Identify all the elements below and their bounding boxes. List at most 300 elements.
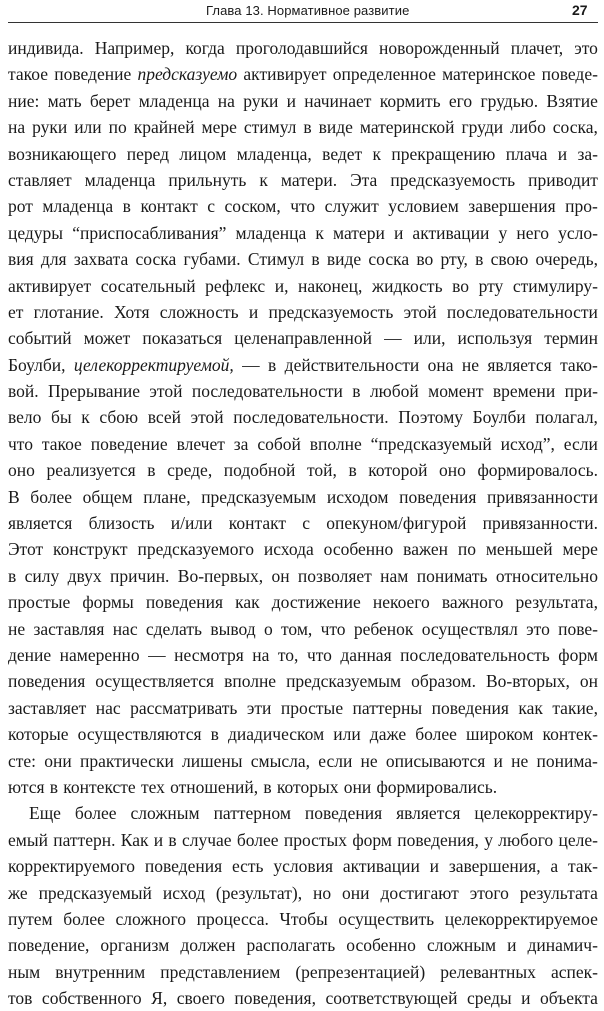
word: при- bbox=[564, 381, 598, 402]
word: внутренним bbox=[55, 961, 146, 982]
word: возникающего bbox=[8, 143, 117, 164]
word: активирует bbox=[8, 275, 92, 296]
word: — bbox=[242, 354, 260, 375]
word: поведе- bbox=[541, 64, 598, 85]
word: более bbox=[236, 829, 279, 850]
word: ребенок bbox=[353, 618, 414, 639]
word: предсказуемо bbox=[137, 64, 238, 85]
word: релевантных bbox=[440, 961, 536, 982]
word: предсказуемым bbox=[286, 671, 402, 692]
header-rule bbox=[8, 22, 598, 23]
word: поведения bbox=[431, 697, 509, 718]
word: даже bbox=[369, 724, 407, 745]
word: Чтобы bbox=[279, 908, 328, 929]
word: отношений, bbox=[170, 776, 259, 797]
word: конструкт bbox=[53, 539, 128, 560]
word: контакт bbox=[228, 513, 287, 534]
word: практически bbox=[80, 750, 174, 771]
word: исход bbox=[162, 882, 205, 903]
word: в bbox=[168, 829, 177, 850]
word: объекта bbox=[540, 988, 598, 1009]
word: если bbox=[563, 433, 598, 454]
word: корректируемого bbox=[8, 856, 136, 877]
word: широком bbox=[465, 724, 534, 745]
word: является bbox=[396, 803, 461, 824]
word: и bbox=[248, 301, 259, 322]
word: условия bbox=[273, 856, 334, 877]
chapter-title: Глава 13. Нормативное развитие bbox=[206, 3, 410, 18]
word: исходом bbox=[326, 486, 389, 507]
word: паттерном bbox=[213, 803, 291, 824]
word: прильнуть bbox=[168, 169, 247, 190]
word: то, bbox=[277, 644, 299, 665]
word: среды bbox=[466, 988, 512, 1009]
word: Во-первых, bbox=[177, 565, 264, 586]
word: целенаправленной bbox=[234, 328, 373, 349]
word: и bbox=[521, 988, 531, 1009]
word: общем bbox=[82, 486, 133, 507]
word: близость bbox=[88, 513, 155, 534]
word: Поэтому bbox=[398, 407, 464, 428]
word: жидкость bbox=[372, 275, 443, 296]
word: Этот bbox=[8, 539, 44, 560]
word: полагал, bbox=[535, 407, 598, 428]
word: тех bbox=[140, 776, 165, 797]
word: начинает bbox=[304, 90, 372, 111]
word: соска bbox=[135, 249, 177, 270]
word: форм bbox=[558, 644, 598, 665]
running-head bbox=[0, 0, 604, 22]
word: завершения bbox=[468, 196, 556, 217]
word: используя bbox=[457, 328, 533, 349]
text-line bbox=[8, 800, 598, 826]
word: виде bbox=[318, 117, 353, 138]
word: этой bbox=[403, 301, 437, 322]
text-line bbox=[8, 352, 598, 378]
word: сложного bbox=[115, 908, 187, 929]
word: наконец, bbox=[298, 275, 363, 296]
word: событий bbox=[8, 328, 72, 349]
word: сосательный bbox=[100, 275, 196, 296]
word: но bbox=[313, 882, 332, 903]
word: паттерны bbox=[352, 697, 423, 718]
word: целекорректируемой, bbox=[73, 354, 234, 375]
word: которой bbox=[368, 460, 428, 481]
word: такие, bbox=[552, 697, 598, 718]
word: осуществить bbox=[338, 908, 435, 929]
word: располагать bbox=[246, 935, 336, 956]
word: (репрезентацией) bbox=[295, 961, 426, 982]
word: осуществляется bbox=[95, 671, 215, 692]
word: на bbox=[8, 117, 26, 138]
word: образом. bbox=[411, 671, 476, 692]
word: не bbox=[511, 750, 529, 771]
word: В bbox=[8, 486, 20, 507]
word: осуществляются bbox=[77, 724, 202, 745]
word: у bbox=[498, 222, 508, 243]
word: Еще bbox=[29, 803, 61, 824]
word: вия bbox=[8, 249, 34, 270]
word: индивида. bbox=[8, 38, 84, 58]
word: в bbox=[268, 354, 277, 375]
word: последовательности bbox=[191, 381, 343, 402]
word: что bbox=[290, 196, 316, 217]
word: некоего bbox=[372, 592, 430, 613]
text-line bbox=[8, 589, 598, 615]
word: и bbox=[286, 90, 296, 111]
word: нам bbox=[380, 565, 409, 586]
text-line bbox=[8, 774, 598, 800]
word: описываются bbox=[385, 750, 486, 771]
word: должен bbox=[180, 935, 236, 956]
word: поведения, bbox=[397, 829, 479, 850]
word: ным bbox=[8, 961, 41, 982]
word: организм bbox=[100, 935, 170, 956]
word: важен bbox=[403, 539, 448, 560]
word: емый bbox=[8, 829, 48, 850]
word: том, bbox=[280, 618, 313, 639]
word: оно bbox=[8, 460, 35, 481]
word: “приспосабливания” bbox=[72, 222, 227, 243]
word: младенца, bbox=[236, 143, 312, 164]
word: форм bbox=[352, 829, 392, 850]
word: причин. bbox=[110, 565, 170, 586]
word: привязанности bbox=[487, 486, 598, 507]
word: по bbox=[108, 117, 127, 138]
word: и bbox=[557, 143, 568, 164]
word: более bbox=[74, 803, 117, 824]
word: же bbox=[8, 882, 28, 903]
word: и bbox=[429, 856, 439, 877]
word: и, bbox=[274, 275, 289, 296]
word: грудью. bbox=[480, 90, 539, 111]
word: крайней bbox=[133, 117, 195, 138]
word: в bbox=[311, 249, 320, 270]
word: контек- bbox=[542, 724, 598, 745]
word: простых bbox=[283, 829, 348, 850]
word: меньшей bbox=[485, 539, 553, 560]
word: губами. bbox=[183, 249, 241, 270]
word: младенца bbox=[235, 222, 307, 243]
word: осуществлял bbox=[421, 618, 518, 639]
word: его bbox=[448, 90, 473, 111]
word: младенца bbox=[42, 196, 114, 217]
word: очередь, bbox=[535, 249, 598, 270]
word: поведения bbox=[304, 803, 383, 824]
word: Во-вторых, bbox=[485, 671, 570, 692]
word: что bbox=[306, 644, 332, 665]
word: сложным bbox=[426, 935, 497, 956]
word: так- bbox=[567, 856, 598, 877]
word: которые bbox=[8, 724, 69, 745]
word: сложность bbox=[159, 301, 239, 322]
text-line bbox=[8, 959, 598, 985]
word: той, bbox=[306, 460, 337, 481]
word: — bbox=[148, 644, 166, 665]
word: стимул bbox=[243, 117, 297, 138]
text-line bbox=[8, 853, 598, 879]
word: является bbox=[8, 513, 73, 534]
word: активации bbox=[342, 856, 420, 877]
word: паттерн. bbox=[53, 829, 116, 850]
text-line bbox=[8, 167, 598, 193]
word: рот bbox=[8, 196, 33, 217]
text-line bbox=[8, 273, 598, 299]
word: любого bbox=[498, 829, 554, 850]
word: влечет bbox=[176, 433, 225, 454]
word: рту bbox=[478, 275, 504, 296]
word: берет bbox=[89, 90, 131, 111]
word: тов bbox=[8, 988, 33, 1009]
word: по bbox=[457, 539, 476, 560]
word: последовательность bbox=[400, 644, 550, 665]
word: мере bbox=[562, 539, 598, 560]
word: Боулби bbox=[472, 407, 526, 428]
word: формировались. bbox=[376, 776, 498, 797]
word: поведение, bbox=[8, 935, 90, 956]
text-line bbox=[8, 906, 598, 932]
word: завершения, bbox=[448, 856, 541, 877]
word: процесса. bbox=[196, 908, 269, 929]
word: несмотря bbox=[174, 644, 244, 665]
word: контакт bbox=[140, 196, 198, 217]
word: контексте bbox=[63, 776, 136, 797]
text-line bbox=[8, 748, 598, 774]
word: (результат), bbox=[215, 882, 303, 903]
word: дение bbox=[8, 644, 52, 665]
word: захвата bbox=[73, 249, 129, 270]
word: и/или bbox=[170, 513, 213, 534]
word: Прерывание bbox=[48, 381, 140, 402]
word: вполне bbox=[309, 433, 362, 454]
word: достигают bbox=[380, 882, 459, 903]
word: кормить bbox=[379, 90, 441, 111]
word: что bbox=[8, 433, 33, 454]
word: Как bbox=[120, 829, 149, 850]
word: он bbox=[579, 671, 598, 692]
text-line bbox=[8, 484, 598, 510]
text-line bbox=[8, 880, 598, 906]
word: младенца bbox=[84, 169, 156, 190]
word: него bbox=[516, 222, 549, 243]
word: тако- bbox=[560, 354, 598, 375]
word: или bbox=[74, 117, 102, 138]
word: результата bbox=[519, 882, 598, 903]
text-line bbox=[8, 536, 598, 562]
text-line bbox=[8, 616, 598, 642]
word: в bbox=[147, 460, 156, 481]
word: Хотя bbox=[113, 301, 150, 322]
word: на bbox=[252, 644, 270, 665]
word: соском, bbox=[224, 196, 281, 217]
word: условием bbox=[388, 196, 459, 217]
text-line bbox=[8, 457, 598, 483]
word: рассматривать bbox=[130, 697, 238, 718]
word: исход”, bbox=[500, 433, 555, 454]
word: мать bbox=[47, 90, 82, 111]
word: или bbox=[333, 724, 361, 745]
word: момент bbox=[428, 381, 484, 402]
word: исхода bbox=[263, 539, 314, 560]
word: а bbox=[550, 856, 559, 877]
text-line bbox=[8, 193, 598, 219]
word: сте: bbox=[8, 750, 37, 771]
word: матери. bbox=[280, 169, 338, 190]
text-line bbox=[8, 985, 598, 1011]
word: нас bbox=[112, 618, 138, 639]
word: более bbox=[30, 486, 72, 507]
word: Я, bbox=[151, 988, 168, 1009]
word: смысла, bbox=[250, 750, 310, 771]
word: любой bbox=[369, 381, 419, 402]
word: сбою bbox=[99, 407, 139, 428]
word: не bbox=[8, 618, 26, 639]
word: с bbox=[207, 196, 215, 217]
text-line bbox=[8, 35, 598, 61]
word: является bbox=[487, 354, 552, 375]
word: бы bbox=[51, 407, 72, 428]
word: он bbox=[271, 565, 290, 586]
word: диадическом bbox=[227, 724, 325, 745]
word: показаться bbox=[142, 328, 223, 349]
word: аспек- bbox=[550, 961, 598, 982]
word: в bbox=[303, 117, 312, 138]
word: приводит bbox=[528, 169, 598, 190]
word: они bbox=[343, 776, 372, 797]
text-line bbox=[8, 246, 598, 272]
word: простые bbox=[280, 697, 344, 718]
word: в bbox=[348, 460, 357, 481]
word: поведения bbox=[399, 486, 477, 507]
word: этой bbox=[149, 381, 183, 402]
word: собой bbox=[257, 433, 301, 454]
word: за bbox=[233, 433, 249, 454]
word: действительности bbox=[284, 354, 420, 375]
word: перед bbox=[126, 143, 170, 164]
word: которых bbox=[276, 776, 339, 797]
word: это bbox=[574, 38, 598, 58]
word: заставляя bbox=[33, 618, 105, 639]
word: о bbox=[263, 618, 273, 639]
word: проголодавшийся bbox=[235, 38, 368, 58]
word: позволяет bbox=[297, 565, 372, 586]
word: что bbox=[320, 618, 346, 639]
word: к bbox=[372, 143, 382, 164]
word: предсказуемость bbox=[268, 301, 394, 322]
word: поведения bbox=[145, 592, 224, 613]
text-line bbox=[8, 563, 598, 589]
word: виде bbox=[326, 249, 362, 270]
word: особенно bbox=[323, 539, 394, 560]
word: и bbox=[393, 222, 404, 243]
word: глотание. bbox=[33, 301, 104, 322]
word: ние: bbox=[8, 90, 40, 111]
word: сделать bbox=[145, 618, 203, 639]
word: плачет, bbox=[510, 38, 564, 58]
word: они bbox=[44, 750, 72, 771]
word: на bbox=[217, 90, 235, 111]
word: такое bbox=[41, 433, 82, 454]
word: путем bbox=[8, 908, 53, 929]
text-line bbox=[8, 114, 598, 140]
word: когда bbox=[185, 38, 225, 58]
text-line bbox=[8, 220, 598, 246]
word: предсказуемого bbox=[137, 539, 254, 560]
word: ставляет bbox=[8, 169, 72, 190]
word: случае bbox=[181, 829, 232, 850]
word: динамич- bbox=[527, 935, 598, 956]
word: к bbox=[315, 222, 324, 243]
text-line bbox=[8, 141, 598, 167]
word: про- bbox=[565, 196, 598, 217]
word: вело bbox=[8, 407, 42, 428]
word: важного bbox=[441, 592, 504, 613]
word: сложным bbox=[130, 803, 200, 824]
word: не bbox=[360, 750, 378, 771]
word: поведение bbox=[54, 64, 132, 85]
word: последовательности bbox=[446, 301, 598, 322]
word: более bbox=[63, 908, 105, 929]
word: подобной bbox=[223, 460, 296, 481]
word: в bbox=[122, 196, 131, 217]
word: соответствующей bbox=[325, 988, 458, 1009]
word: этой bbox=[190, 407, 224, 428]
word: в bbox=[475, 249, 484, 270]
word: представлением bbox=[160, 961, 281, 982]
word: в bbox=[49, 776, 59, 797]
text-line bbox=[8, 510, 598, 536]
word: понима- bbox=[536, 750, 598, 771]
word: вой. bbox=[8, 381, 39, 402]
word: у bbox=[484, 829, 493, 850]
word: они bbox=[342, 882, 370, 903]
word: всей bbox=[147, 407, 181, 428]
text-line bbox=[8, 668, 598, 694]
word: среде, bbox=[167, 460, 213, 481]
word: силу bbox=[24, 565, 60, 586]
word: привязанности. bbox=[482, 513, 598, 534]
word: предсказуемость bbox=[390, 169, 516, 190]
word: поведения bbox=[8, 671, 86, 692]
word: во bbox=[452, 275, 470, 296]
word: лицом bbox=[179, 143, 227, 164]
word: вывод bbox=[210, 618, 256, 639]
word: нас bbox=[95, 697, 121, 718]
word: в bbox=[352, 381, 361, 402]
word: с bbox=[302, 513, 311, 534]
word: времени bbox=[492, 381, 556, 402]
word: Стимул bbox=[247, 249, 305, 270]
text-line bbox=[8, 299, 598, 325]
word: особенно bbox=[346, 935, 416, 956]
text-line bbox=[8, 378, 598, 404]
word: ются bbox=[8, 776, 45, 797]
word: Боулби, bbox=[8, 354, 66, 375]
word: к bbox=[259, 169, 268, 190]
text-line bbox=[8, 404, 598, 430]
word: материнское bbox=[442, 64, 536, 85]
word: либо bbox=[510, 117, 546, 138]
text-line bbox=[8, 642, 598, 668]
text-line bbox=[8, 325, 598, 351]
word: намеренно bbox=[59, 644, 140, 665]
word: руки bbox=[243, 90, 279, 111]
word: термин bbox=[544, 328, 598, 349]
word: как bbox=[235, 592, 260, 613]
text-line bbox=[8, 827, 598, 853]
text-line bbox=[8, 88, 598, 114]
word: есть bbox=[231, 856, 264, 877]
